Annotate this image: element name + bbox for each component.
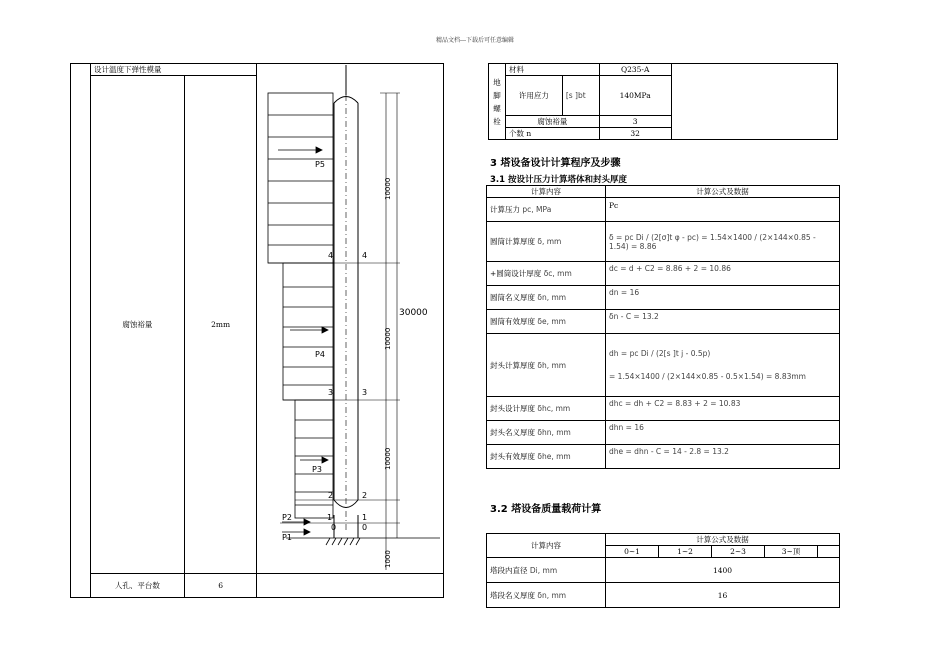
dim-total: 30000 xyxy=(399,308,428,318)
formula-head-design-thk: dhc = dh + C2 = 8.83 + 2 = 10.83 xyxy=(606,397,840,421)
bolt-count-label: 个数 n xyxy=(505,128,599,140)
force-arrows xyxy=(278,147,328,535)
e-modulus-label: 设计温度下弹性模量 xyxy=(91,64,257,76)
dim-lower: 10000 xyxy=(384,447,392,470)
row-head-calc-thk: 封头计算厚度 δh, mm xyxy=(487,334,606,397)
calc-table-2 xyxy=(486,533,840,608)
row-shell-effective-thk: 圆筒有效厚度 δe, mm xyxy=(487,310,606,334)
header-watermark: 精品文档---下载后可任意编辑 xyxy=(435,37,515,44)
dim-upper: 10000 xyxy=(384,177,392,200)
formula-shell-calc-thk: δ = pc Di / (2[σ]t φ - pc) = 1.54×1400 / (2×144×0.85 - 1.54) = 8.86 xyxy=(606,222,840,262)
tower-vessel xyxy=(334,65,358,538)
section31-title: 3.1 按设计压力计算塔体和封头厚度 xyxy=(490,175,628,185)
calc2-header-content: 计算内容 xyxy=(487,534,606,558)
bolt-material-label: 材料 xyxy=(505,64,599,76)
label-p3: P3 xyxy=(312,465,322,474)
row-head-design-thk: 封头设计厚度 δhc, mm xyxy=(487,397,606,421)
label-0b: 0 xyxy=(362,523,368,532)
row-head-nominal-thk: 封头名义厚度 δhn, mm xyxy=(487,421,606,445)
row-section-inner-dia: 塔段内直径 Di, mm xyxy=(487,558,606,583)
formula-head-calc-line2: = 1.54×1400 / (2×144×0.85 - 0.5×1.54) = 8.83mm xyxy=(609,372,806,381)
label-p1: P1 xyxy=(282,533,292,542)
label-p2: P2 xyxy=(282,513,292,522)
diagram-bottom-cell xyxy=(257,574,444,598)
calc2-sub-0-1: 0~1 xyxy=(606,546,659,558)
row-shell-calc-thk: 圆筒计算厚度 δ, mm xyxy=(487,222,606,262)
formula-shell-design-thk: dc = d + C2 = 8.86 + 2 = 10.86 xyxy=(606,262,840,286)
bolt-stress-symbol: [s ]bt xyxy=(562,76,599,116)
row-shell-design-thk: +圆筒设计厚度 δc, mm xyxy=(487,262,606,286)
calc2-header-formula: 计算公式及数据 xyxy=(606,534,840,546)
calc1-header-formula: 计算公式及数据 xyxy=(606,186,840,198)
value-section-nominal-thk: 16 xyxy=(606,583,840,608)
calc2-sub-1-2: 1~2 xyxy=(659,546,712,558)
manhole-value: 6 xyxy=(184,574,257,598)
bolt-group-label: 地脚螺栓 xyxy=(489,64,506,140)
bolt-table xyxy=(488,63,838,140)
label-3b: 3 xyxy=(362,388,368,397)
formula-head-calc-thk xyxy=(606,334,840,397)
label-4a: 4 xyxy=(328,251,334,260)
bolt-count-value: 32 xyxy=(599,128,671,140)
left-table-spacer xyxy=(71,64,91,598)
row-calc-pressure: 计算压力 pc, MPa xyxy=(487,198,606,222)
calc2-sub-2-3: 2~3 xyxy=(712,546,765,558)
calc2-sub-blank xyxy=(818,546,840,558)
value-section-inner-dia: 1400 xyxy=(606,558,840,583)
ground-line xyxy=(286,538,440,545)
corrosion-label: 腐蚀裕量 xyxy=(91,76,185,574)
label-1b: 1 xyxy=(362,513,368,522)
formula-head-effective-thk: dhe = dhn - C = 14 - 2.8 = 13.2 xyxy=(606,445,840,469)
label-3a: 3 xyxy=(328,388,334,397)
bolt-stress-label: 许用应力 xyxy=(505,76,562,116)
bolt-material-value: Q235-A xyxy=(599,64,671,76)
label-0a: 0 xyxy=(331,523,337,532)
dim-base: 1000 xyxy=(384,550,392,568)
formula-shell-nominal-thk: dn = 16 xyxy=(606,286,840,310)
bolt-stress-value: 140MPa xyxy=(599,76,671,116)
label-2b: 2 xyxy=(362,491,368,500)
formula-calc-pressure: Pc xyxy=(606,198,840,222)
row-shell-nominal-thk: 圆筒名义厚度 δn, mm xyxy=(487,286,606,310)
calc1-header-content: 计算内容 xyxy=(487,186,606,198)
formula-shell-effective-thk: δn - C = 13.2 xyxy=(606,310,840,334)
section32-title: 3.2 塔设备质量载荷计算 xyxy=(490,504,602,515)
bolt-corrosion-value: 3 xyxy=(599,116,671,128)
label-4b: 4 xyxy=(362,251,368,260)
wind-load-blocks xyxy=(268,93,333,518)
dim-middle: 10000 xyxy=(384,327,392,350)
bolt-corrosion-label: 腐蚀裕量 xyxy=(505,116,599,128)
row-head-effective-thk: 封头有效厚度 δhe, mm xyxy=(487,445,606,469)
label-1a: 1 xyxy=(327,513,333,522)
label-2a: 2 xyxy=(328,491,334,500)
formula-head-nominal-thk: dhn = 16 xyxy=(606,421,840,445)
calc-table-1 xyxy=(486,185,840,469)
label-p4: P4 xyxy=(315,350,325,359)
row-section-nominal-thk: 塔段名义厚度 δn, mm xyxy=(487,583,606,608)
label-p5: P5 xyxy=(315,160,325,169)
bolt-table-blank xyxy=(671,64,837,140)
manhole-label: 人孔、平台数 xyxy=(91,574,185,598)
corrosion-value: 2mm xyxy=(184,76,257,574)
formula-head-calc-line1: dh = pc Di / (2[s ]t j - 0.5p) xyxy=(609,349,711,358)
calc2-sub-3-top: 3~顶 xyxy=(765,546,818,558)
section3-title: 3 塔设备设计计算程序及步骤 xyxy=(490,158,621,169)
tower-diagram xyxy=(260,60,450,575)
